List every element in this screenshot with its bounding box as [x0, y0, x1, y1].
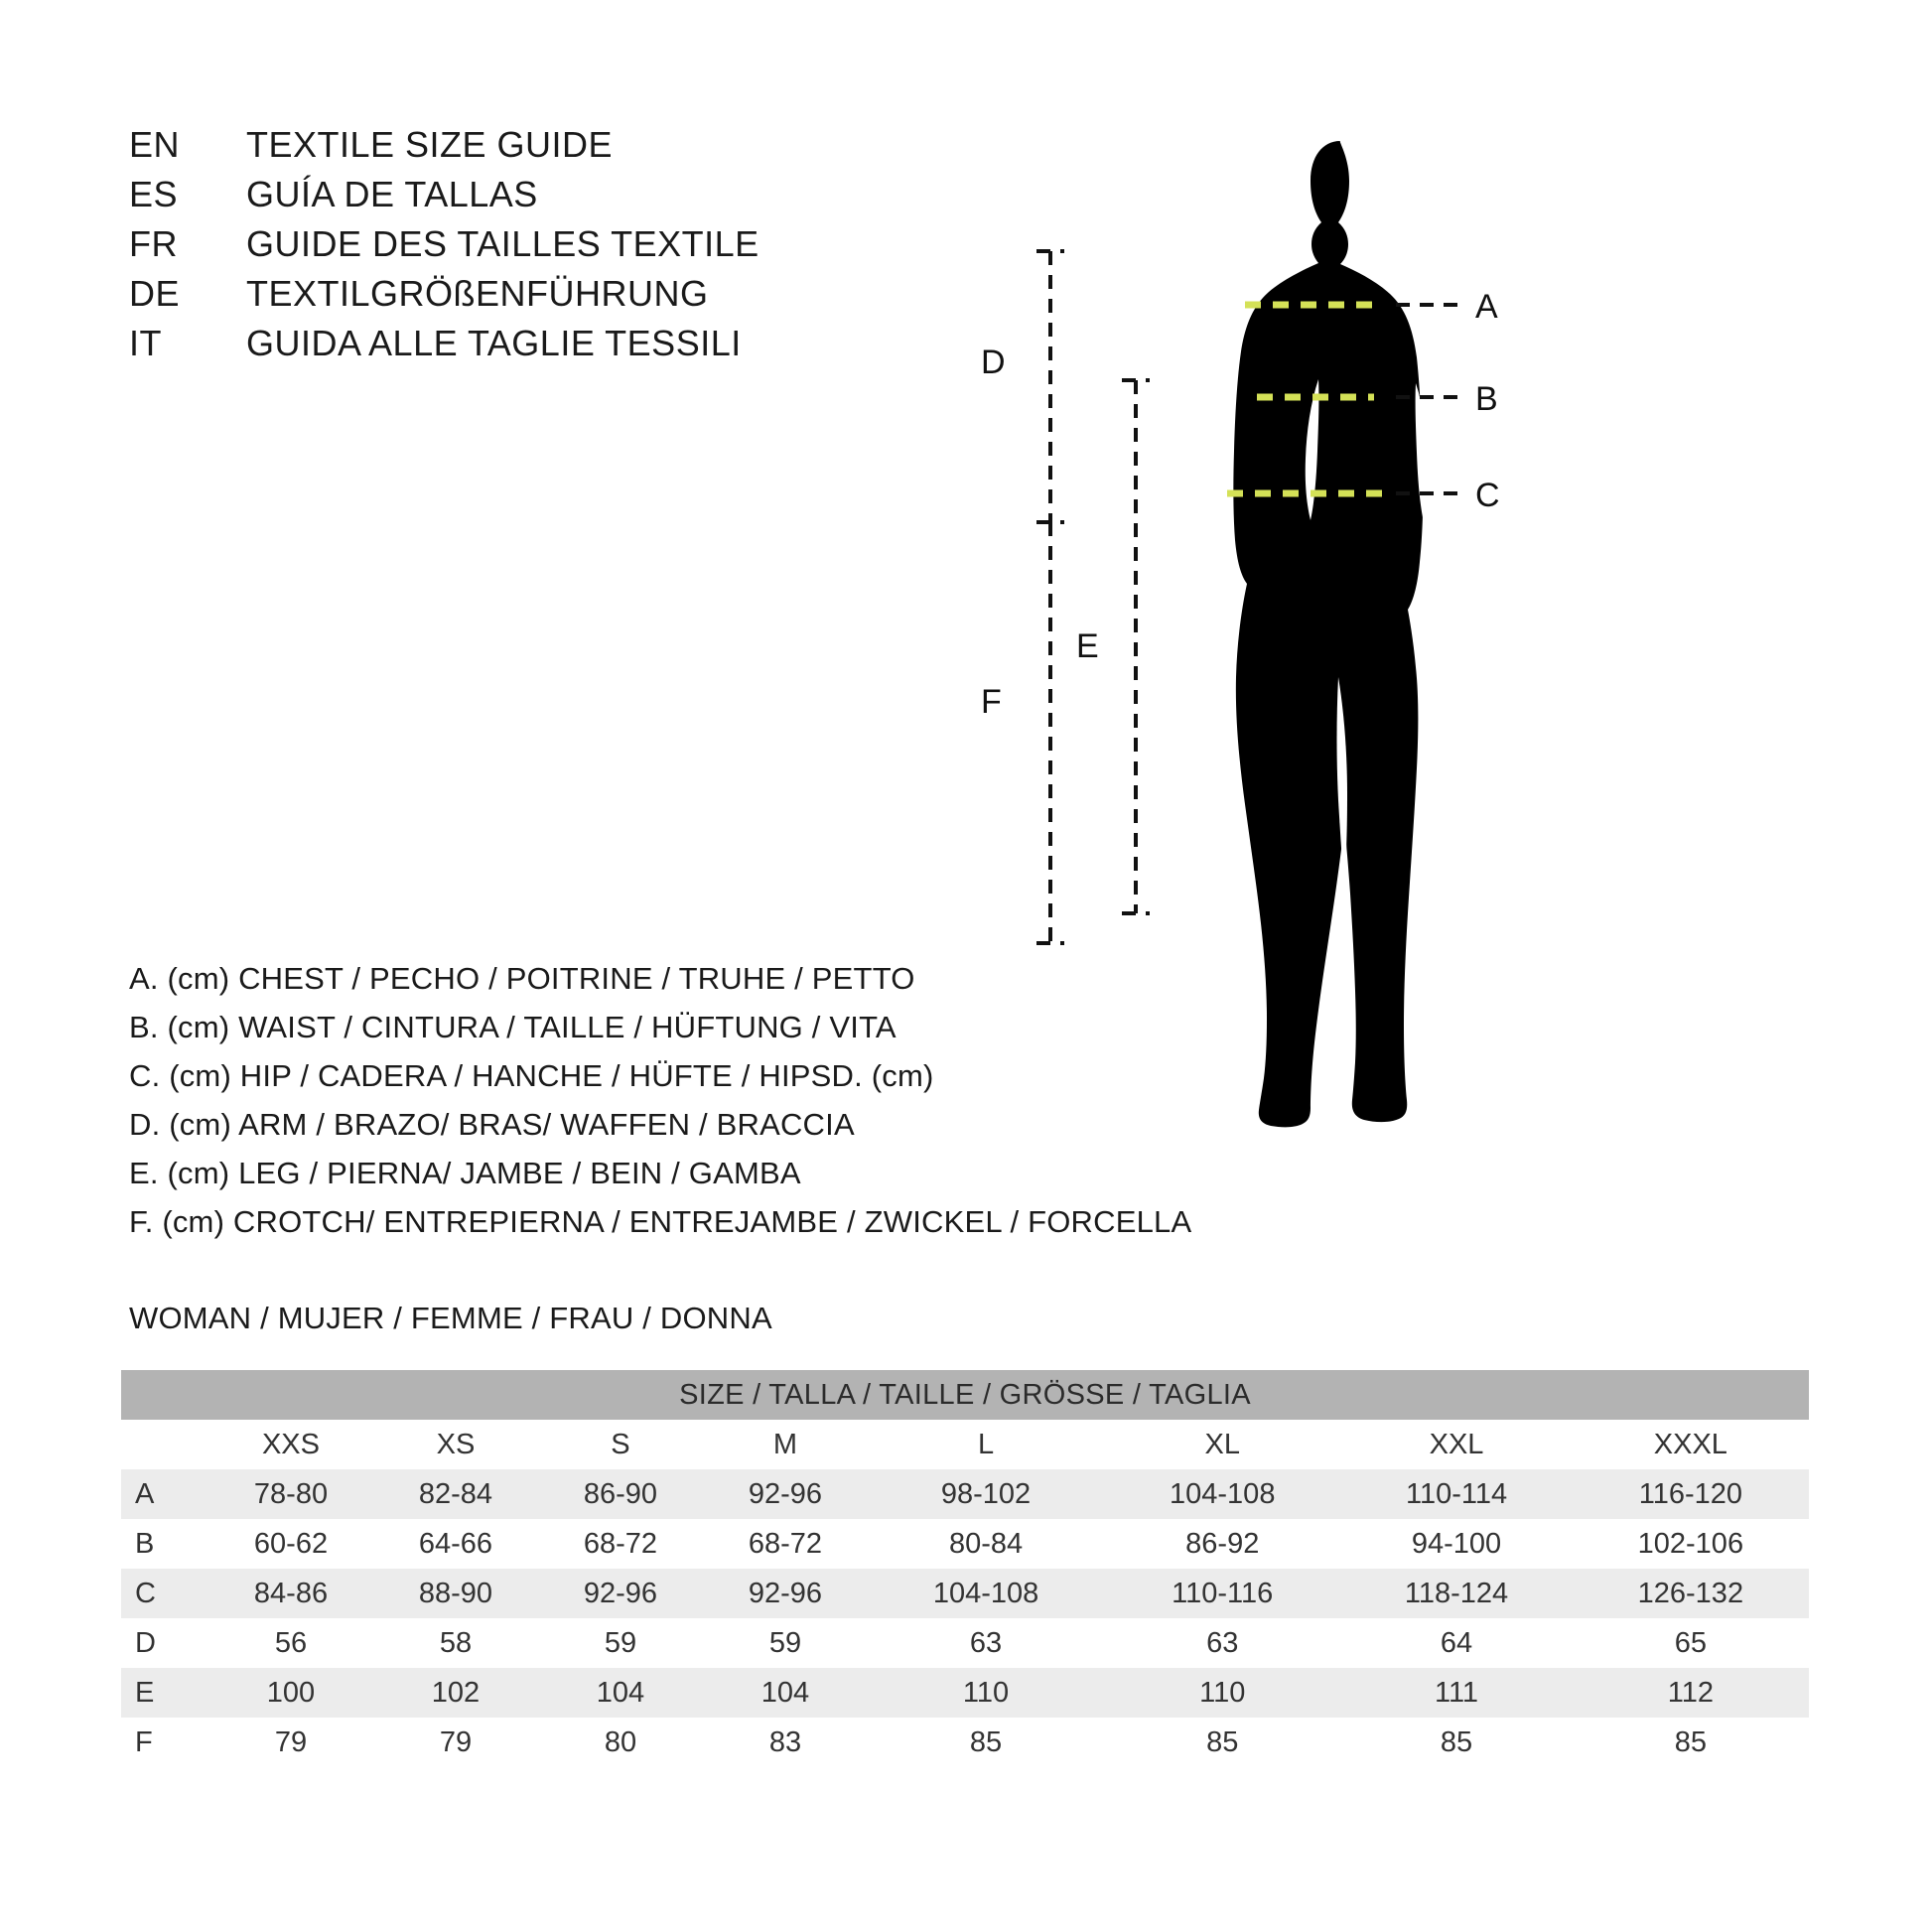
table-row: [121, 1519, 1809, 1569]
callout-label-a: A: [1475, 288, 1498, 326]
size-table: [121, 1370, 1809, 1767]
corner-cell: [121, 1420, 208, 1469]
title-row-en: [129, 124, 923, 174]
cell-b-xxxl: 102-106: [1573, 1519, 1809, 1569]
table-row: [121, 1718, 1809, 1767]
cell-c-xxxl: 126-132: [1573, 1569, 1809, 1618]
cell-b-xs: 64-66: [373, 1519, 538, 1569]
title-text-fr: GUIDE DES TAILLES TEXTILE: [246, 223, 759, 264]
cell-e-xxs: 100: [208, 1668, 373, 1718]
cell-f-xxl: 85: [1340, 1718, 1572, 1767]
cell-f-xxxl: 85: [1573, 1718, 1809, 1767]
cell-a-l: 98-102: [868, 1469, 1104, 1519]
title-lang-en: EN: [129, 124, 181, 165]
cell-e-xxxl: 112: [1573, 1668, 1809, 1718]
cell-f-s: 80: [538, 1718, 703, 1767]
table-row: [121, 1668, 1809, 1718]
cell-d-s: 59: [538, 1618, 703, 1668]
cell-d-m: 59: [703, 1618, 868, 1668]
title-lang-it: IT: [129, 323, 162, 363]
col-header-xl: XL: [1104, 1420, 1340, 1469]
legend-row-e: E. (cm) LEG / PIERNA/ JAMBE / BEIN / GAMBA: [129, 1156, 801, 1190]
cell-b-xl: 86-92: [1104, 1519, 1340, 1569]
cell-c-xxl: 118-124: [1340, 1569, 1572, 1618]
title-row-it: [129, 323, 923, 372]
cell-a-xxs: 78-80: [208, 1469, 373, 1519]
cell-a-xxl: 110-114: [1340, 1469, 1572, 1519]
title-text-it: GUIDA ALLE TAGLIE TESSILI: [246, 323, 742, 363]
cell-d-xxxl: 65: [1573, 1618, 1809, 1668]
bracket-label-e: E: [1076, 627, 1099, 665]
cell-f-xxs: 79: [208, 1718, 373, 1767]
cell-b-m: 68-72: [703, 1519, 868, 1569]
bracket-e: [1076, 380, 1150, 913]
legend-row-b: B. (cm) WAIST / CINTURA / TAILLE / HÜFTUNG / VITA: [129, 1010, 897, 1044]
cell-f-xl: 85: [1104, 1718, 1340, 1767]
cell-c-l: 104-108: [868, 1569, 1104, 1618]
cell-e-xxl: 111: [1340, 1668, 1572, 1718]
cell-b-s: 68-72: [538, 1519, 703, 1569]
size-table-wrap: [121, 1370, 1809, 1767]
table-row: [121, 1469, 1809, 1519]
cell-d-xxl: 64: [1340, 1618, 1572, 1668]
cell-b-xxs: 60-62: [208, 1519, 373, 1569]
col-header-m: M: [703, 1420, 868, 1469]
title-block: [129, 124, 923, 372]
title-text-de: TEXTILGRÖßENFÜHRUNG: [246, 273, 709, 314]
bracket-label-d: D: [981, 344, 1006, 381]
cell-d-l: 63: [868, 1618, 1104, 1668]
callout-label-c: C: [1475, 477, 1500, 514]
legend-block: [129, 961, 1271, 1253]
title-row-es: [129, 174, 923, 223]
title-lang-es: ES: [129, 174, 179, 214]
title-lang-fr: FR: [129, 223, 178, 264]
cell-e-l: 110: [868, 1668, 1104, 1718]
cell-c-xxs: 84-86: [208, 1569, 373, 1618]
cell-a-xs: 82-84: [373, 1469, 538, 1519]
legend-row-f: F. (cm) CROTCH/ ENTREPIERNA / ENTREJAMBE / ZWICKEL / FORCELLA: [129, 1204, 1192, 1239]
group-caption: WOMAN / MUJER / FEMME / FRAU / DONNA: [129, 1301, 772, 1335]
cell-a-xxxl: 116-120: [1573, 1469, 1809, 1519]
row-label-d: D: [121, 1618, 208, 1668]
col-header-xxxl: XXXL: [1573, 1420, 1809, 1469]
row-label-f: F: [121, 1718, 208, 1767]
col-header-xxl: XXL: [1340, 1420, 1572, 1469]
title-row-fr: [129, 223, 923, 273]
bracket-d: [981, 251, 1064, 522]
row-label-e: E: [121, 1668, 208, 1718]
cell-d-xs: 58: [373, 1618, 538, 1668]
col-header-l: L: [868, 1420, 1104, 1469]
table-column-headers: [121, 1420, 1809, 1469]
cell-a-s: 86-90: [538, 1469, 703, 1519]
cell-b-xxl: 94-100: [1340, 1519, 1572, 1569]
cell-c-s: 92-96: [538, 1569, 703, 1618]
cell-e-s: 104: [538, 1668, 703, 1718]
cell-f-m: 83: [703, 1718, 868, 1767]
cell-a-xl: 104-108: [1104, 1469, 1340, 1519]
col-header-s: S: [538, 1420, 703, 1469]
cell-e-xs: 102: [373, 1668, 538, 1718]
cell-d-xl: 63: [1104, 1618, 1340, 1668]
cell-f-xs: 79: [373, 1718, 538, 1767]
legend-row-a: A. (cm) CHEST / PECHO / POITRINE / TRUHE / PETTO: [129, 961, 915, 996]
cell-a-m: 92-96: [703, 1469, 868, 1519]
cell-e-m: 104: [703, 1668, 868, 1718]
cell-e-xl: 110: [1104, 1668, 1340, 1718]
cell-c-xl: 110-116: [1104, 1569, 1340, 1618]
table-header-bar: [121, 1370, 1809, 1420]
col-header-xs: XS: [373, 1420, 538, 1469]
table-title: SIZE / TALLA / TAILLE / GRÖSSE / TAGLIA: [121, 1370, 1809, 1420]
row-label-c: C: [121, 1569, 208, 1618]
table-row: [121, 1569, 1809, 1618]
table-row: [121, 1618, 1809, 1668]
col-header-xxs: XXS: [208, 1420, 373, 1469]
callout-label-b: B: [1475, 380, 1498, 418]
cell-c-m: 92-96: [703, 1569, 868, 1618]
bracket-label-f: F: [981, 683, 1002, 721]
cell-c-xs: 88-90: [373, 1569, 538, 1618]
title-row-de: [129, 273, 923, 323]
bracket-f: [981, 522, 1064, 943]
legend-row-c: C. (cm) HIP / CADERA / HANCHE / HÜFTE / HIPSD. (cm): [129, 1058, 934, 1093]
cell-b-l: 80-84: [868, 1519, 1104, 1569]
row-label-b: B: [121, 1519, 208, 1569]
title-text-en: TEXTILE SIZE GUIDE: [246, 124, 614, 165]
cell-f-l: 85: [868, 1718, 1104, 1767]
title-lang-de: DE: [129, 273, 181, 314]
cell-d-xxs: 56: [208, 1618, 373, 1668]
title-text-es: GUÍA DE TALLAS: [246, 174, 538, 214]
legend-row-d: D. (cm) ARM / BRAZO/ BRAS/ WAFFEN / BRACCIA: [129, 1107, 855, 1142]
row-label-a: A: [121, 1469, 208, 1519]
